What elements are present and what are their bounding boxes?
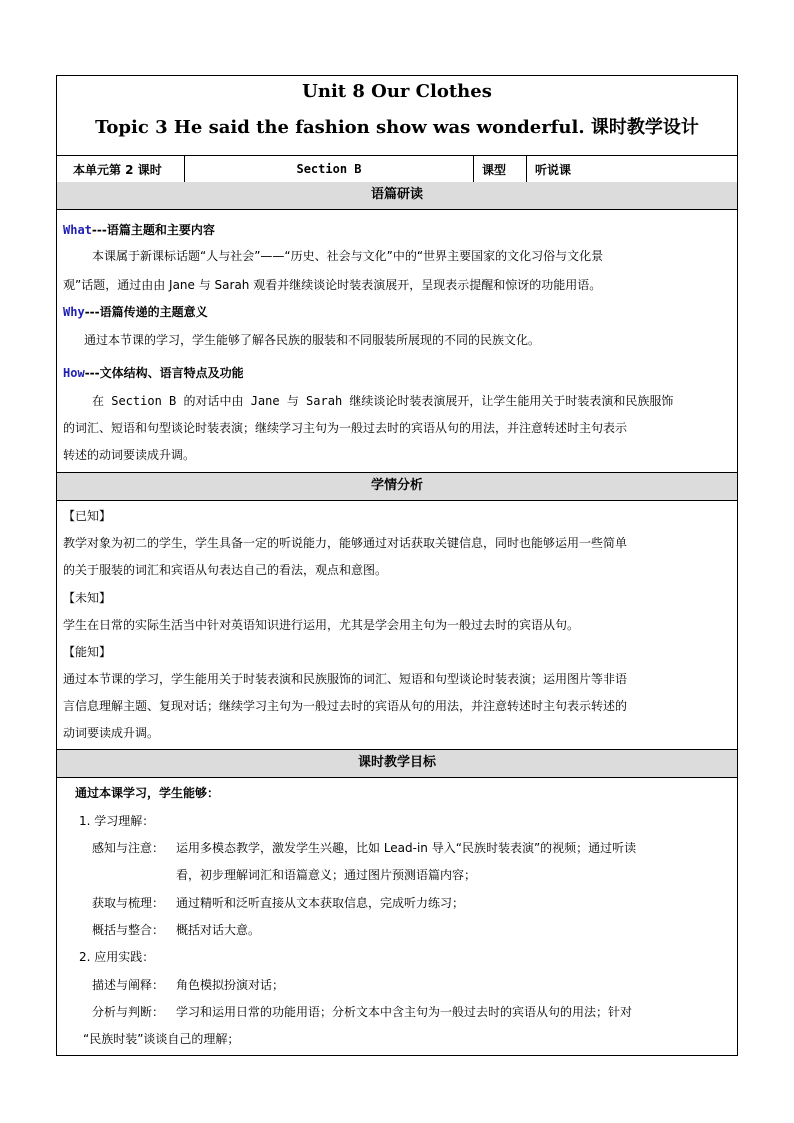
how-label: How (63, 366, 85, 380)
item-learning-understanding: 1. 学习理解： (79, 814, 155, 828)
acquire-text: 通过精听和泛听直接从文本获取信息，完成听力练习； (176, 896, 465, 910)
section-heading-teaching-objectives: 课时教学目标 (57, 750, 737, 778)
can-label: 【能知】 (63, 645, 112, 659)
summarize-text: 概括对话大意。 (176, 923, 261, 937)
how-heading (63, 360, 244, 387)
section-name: Section B (185, 156, 474, 182)
why-heading (63, 299, 208, 326)
how-title: ---文体结构、语言特点及功能 (84, 366, 244, 380)
lesson-type-label: 课型 (474, 156, 527, 182)
describe-label: 描述与阐释： (92, 978, 165, 992)
can-line-1: 通过本节课的学习，学生能用关于时装表演和民族服饰的词汇、短语和句型谈论时装表演；运用图片等非语 (63, 672, 628, 686)
perceive-line-2: 看，初步理解词汇和语篇意义；通过图片预测语篇内容； (176, 868, 477, 882)
what-line-1: 本课属于新课标话题“人与社会”——“历史、社会与文化”中的“世界主要国家的文化习俗与文化景 (92, 249, 604, 263)
perceive-label: 感知与注意： (92, 841, 165, 855)
unit-title: Unit 8 Our Clothes (302, 81, 492, 102)
what-title: ---语篇主题和主要内容 (91, 223, 215, 237)
lesson-info-row (57, 155, 737, 183)
why-label: Why (63, 305, 85, 319)
analyze-label: 分析与判断： (92, 1005, 165, 1019)
summarize-label: 概括与整合： (92, 923, 165, 937)
what-line-2: 观”话题，通过由由 Jane 与 Sarah 观看并继续谈论时装表演展开，呈现表示提醒和惊讶的功能用语。 (63, 278, 602, 292)
unknown-line-1: 学生在日常的实际生活当中针对英语知识进行运用，尤其是学会用主句为一般过去时的宾语从句。 (63, 618, 580, 632)
can-line-3: 动词要读成升调。 (63, 726, 160, 740)
section-heading-text-analysis: 语篇研读 (57, 182, 737, 210)
topic-title: Topic 3 He said the fashion show was wonderful. 课时教学设计 (95, 117, 699, 138)
acquire-label: 获取与梳理： (92, 896, 165, 910)
perceive-line-1: 运用多模态教学，激发学生兴趣，比如 Lead-in 导入“民族时装表演”的视频；通过听读 (176, 841, 637, 855)
item-application-practice: 2. 应用实践： (79, 950, 155, 964)
known-label: 【已知】 (63, 509, 112, 523)
known-line-2: 的关于服装的词汇和宾语从句表达自己的看法，观点和意图。 (63, 563, 388, 577)
how-line-3: 转述的动词要读成升调。 (63, 448, 196, 462)
unknown-label: 【未知】 (63, 591, 112, 605)
how-line-1: 在 Section B 的对话中由 Jane 与 Sarah 继续谈论时装表演展开，让学生能用关于时装表演和民族服饰 (92, 394, 674, 408)
how-line-2: 的词汇、短语和句型谈论时装表演；继续学习主句为一般过去时的宾语从句的用法，并注意转述时主句表示 (63, 421, 628, 435)
analyze-text: 学习和运用日常的功能用语；分析文本中含主句为一般过去时的宾语从句的用法；针对 (176, 1005, 633, 1019)
why-line-1: 通过本节课的学习，学生能够了解各民族的服装和不同服装所展现的不同的民族文化。 (84, 333, 541, 347)
known-line-1: 教学对象为初二的学生，学生具备一定的听说能力，能够通过对话获取关键信息，同时也能够运用一些简单 (63, 536, 628, 550)
section-heading-student-analysis: 学情分析 (57, 473, 737, 501)
what-label: What (63, 223, 92, 237)
objectives-intro: 通过本课学习，学生能够： (75, 786, 220, 800)
why-title: ---语篇传递的主题意义 (84, 305, 208, 319)
lesson-number: 本单元第 2 课时 (57, 156, 185, 182)
lesson-type-value: 听说课 (535, 162, 572, 177)
what-heading (63, 217, 215, 244)
document-frame (56, 75, 738, 1056)
can-line-2: 言信息理解主题、复现对话；继续学习主句为一般过去时的宾语从句的用法，并注意转述时主句表示转述的 (63, 699, 628, 713)
describe-text: 角色模拟扮演对话； (176, 978, 285, 992)
analyze-continued: “民族时装”谈谈自己的理解； (83, 1032, 240, 1046)
